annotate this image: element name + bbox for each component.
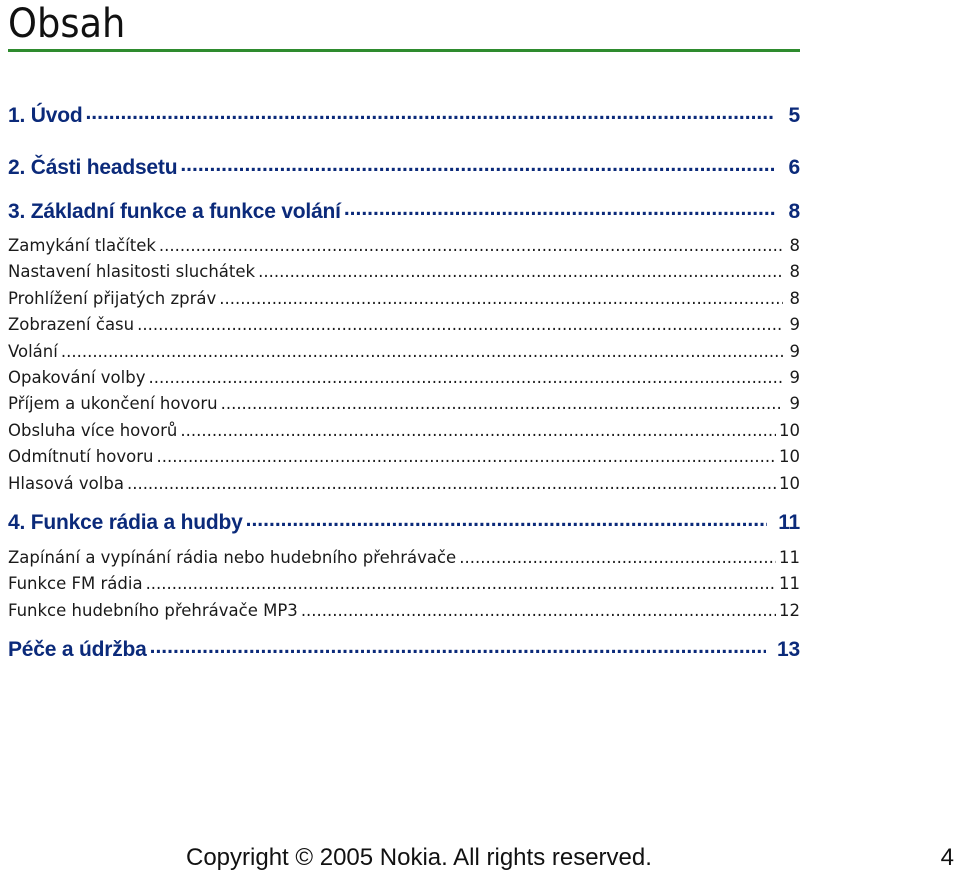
toc-page-number: 8 [789,262,800,282]
toc-dot-leader [219,286,783,312]
toc-section-1 [8,95,800,137]
toc-sub-entry[interactable] [8,312,800,338]
toc-page-number: 11 [779,547,800,567]
toc-page-number: 9 [789,367,800,387]
toc-page-number: 12 [779,600,800,620]
toc-dot-leader [159,233,783,259]
toc-sub-title: Funkce hudebního přehrávače MP3 [8,600,298,620]
toc-page-number: 10 [779,473,800,493]
toc-page-number: 9 [789,394,800,414]
toc-sub-entry[interactable] [8,391,800,417]
toc-sub-entry[interactable] [8,598,800,624]
toc-sub-title: Prohlížení přijatých zpráv [8,288,217,308]
toc-page-number: 8 [789,236,800,255]
toc-dot-leader [150,628,766,672]
toc-dot-leader [459,545,776,571]
toc-page-number: 11 [778,510,800,534]
toc-chapter-entry[interactable] [8,628,800,672]
toc-chapter-title: 3. Základní funkce a funkce volání [8,200,341,223]
toc-dot-leader [221,391,783,417]
toc-page-number: 10 [779,420,800,440]
toc-dot-leader [146,571,776,597]
toc-page-number: 10 [779,447,800,467]
toc-sub-entry[interactable] [8,571,800,597]
toc-section-3 [8,191,800,497]
toc-chapter-entry[interactable] [8,501,800,545]
toc-chapter-title: 1. Úvod [8,104,83,127]
toc-page-number: 8 [788,200,800,223]
toc-dot-leader [246,501,768,545]
toc-sub-title: Nastavení hlasitosti sluchátek [8,262,256,282]
toc-sub-entry[interactable] [8,444,800,470]
page-title: Obsah [8,1,126,47]
toc-page-number: 6 [788,156,800,179]
toc-dot-leader [258,259,783,285]
toc-sub-entry[interactable] [8,286,800,312]
toc-sub-title: Opakování volby [8,367,146,387]
toc-dot-leader [127,471,776,497]
toc-dot-leader [137,312,783,338]
toc-section-2 [8,146,800,190]
toc-sub-title: Volání [8,341,58,361]
toc-page-number: 9 [789,341,800,361]
toc-chapter-entry[interactable] [8,191,800,233]
toc-sub-entry[interactable] [8,365,800,391]
toc-sub-title: Zamykání tlačítek [8,236,156,255]
toc-page-number: 5 [788,104,800,127]
toc-sub-title: Zapínání a vypínání rádia nebo hudebního přehrávače [8,547,457,567]
toc-chapter-title: 4. Funkce rádia a hudby [8,510,243,534]
toc-page-number: 9 [789,315,800,335]
toc-sub-entry[interactable] [8,471,800,497]
toc-dot-leader [61,339,783,365]
toc-sub-title: Obsluha více hovorů [8,420,178,440]
toc-dot-leader [180,146,775,190]
toc-dot-leader [344,191,775,233]
toc-section-5 [8,628,800,672]
toc-chapter-title: Péče a údržba [8,638,147,662]
toc-sub-title: Zobrazení času [8,315,135,335]
toc-page-number: 11 [779,574,800,594]
toc-dot-leader [148,365,783,391]
toc-dot-leader [85,95,775,137]
toc-dot-leader [180,418,776,444]
footer-page-number: 4 [940,844,954,871]
toc-sub-title: Příjem a ukončení hovoru [8,394,218,414]
toc-dot-leader [156,444,776,470]
toc-chapter-entry[interactable] [8,95,800,137]
toc-sub-entry[interactable] [8,259,800,285]
page-footer [0,844,960,878]
toc-sub-title: Funkce FM rádia [8,574,143,594]
toc-sub-title: Odmítnutí hovoru [8,447,154,467]
toc-chapter-title: 2. Části headsetu [8,156,178,179]
toc-sub-entry[interactable] [8,418,800,444]
toc-sub-entry[interactable] [8,233,800,259]
toc-page-number: 8 [789,288,800,308]
copyright-notice: Copyright © 2005 Nokia. All rights reserved. [186,844,652,871]
toc-sub-entry[interactable] [8,545,800,571]
toc-chapter-entry[interactable] [8,146,800,190]
title-rule [8,49,800,52]
toc-sub-entry[interactable] [8,339,800,365]
toc-sub-title: Hlasová volba [8,473,124,493]
toc-section-4 [8,501,800,624]
toc-dot-leader [301,598,776,624]
toc-page-number: 13 [777,638,800,662]
table-of-contents [8,95,800,681]
